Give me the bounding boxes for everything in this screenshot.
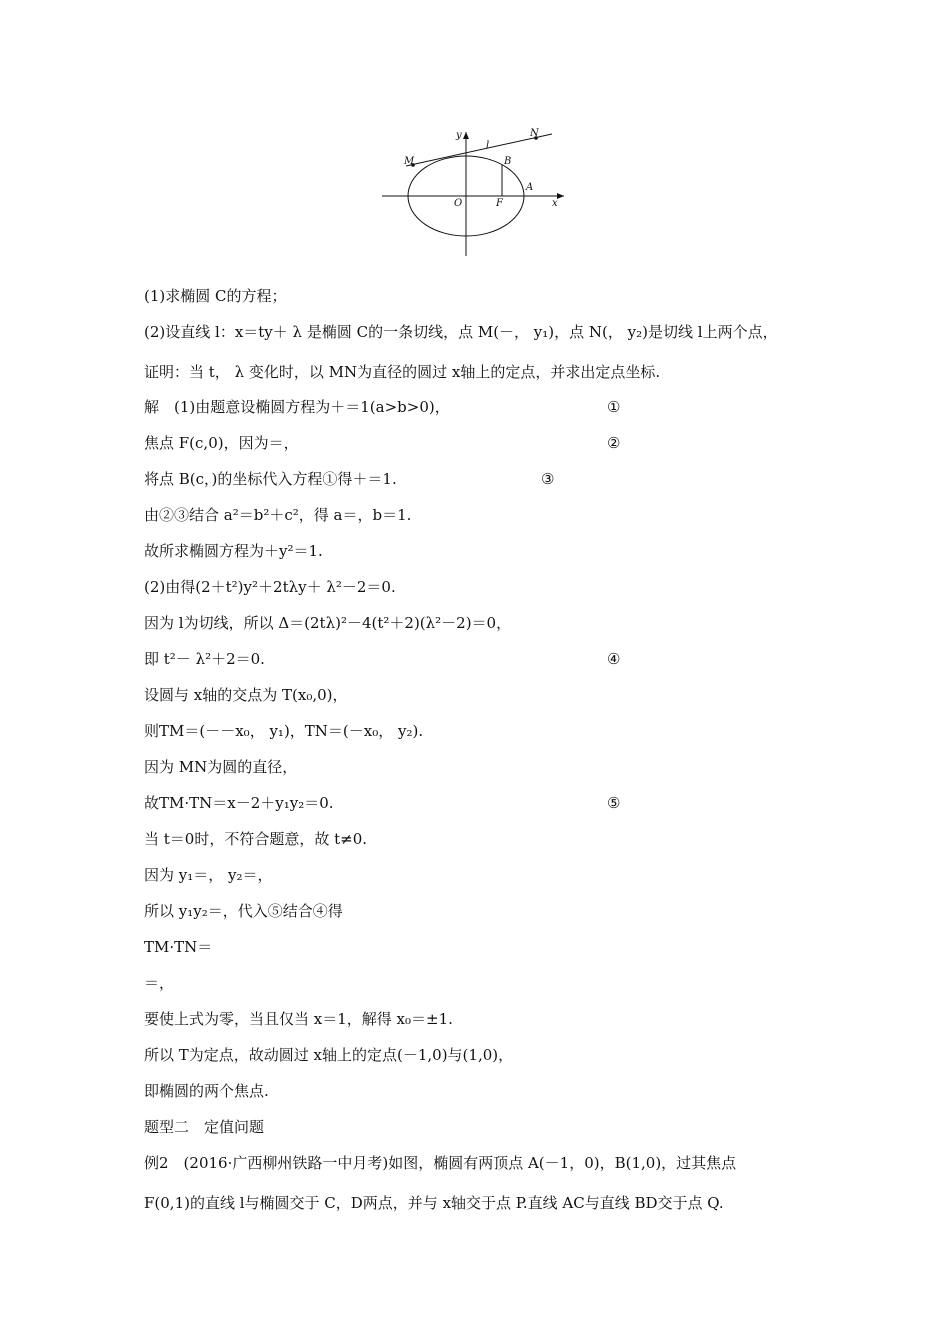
text-line: 例2 (2016·广西柳州铁路一中月考)如图，椭圆有两顶点 A(－1，0)，B(1,0)，过其焦点 [144,1154,737,1172]
text-line: 所以 y₁y₂＝，代入⑤结合④得 [144,902,343,920]
ellipse-tangent-figure [376,120,576,260]
y-axis-arrow [463,132,469,139]
text-line: ＝， [144,974,175,992]
text-line: 故TM·TN＝x－2＋y₁y₂＝0. [144,794,334,812]
x-axis-arrow [557,193,564,199]
text-line: 因为 y₁＝， y₂＝， [144,866,273,884]
label-a: A [526,182,534,193]
text-line: 当 t＝0时，不符合题意，故 t≠0. [144,830,368,848]
text-line: 由②③结合 a²＝b²＋c²，得 a＝，b＝1. [144,506,412,524]
equation-number: ② [607,434,621,452]
label-o: O [454,198,463,209]
text-line: 即椭圆的两个焦点. [144,1082,269,1100]
text-line: 解 (1)由题意设椭圆方程为＋＝1(a>b>0)， [144,398,450,416]
text-line: 将点 B(c，)的坐标代入方程①得＋＝1. [144,470,397,488]
text-line: 因为 MN为圆的直径， [144,758,298,776]
text-line: 故所求椭圆方程为＋y²＝1. [144,542,323,560]
label-b: B [504,156,512,167]
text-line: 所以 T为定点，故动圆过 x轴上的定点(－1,0)与(1,0)， [144,1046,514,1064]
section-heading: 题型二 定值问题 [144,1118,265,1136]
text-line: F(0,1)的直线 l与椭圆交于 C，D两点，并与 x轴交于点 P.直线 AC与直线 BD交于点 Q. [144,1194,724,1212]
text-line: 则TM＝(－－x₀， y₁)，TN＝(－x₀， y₂). [144,722,424,740]
label-m: M [404,156,415,167]
text-line: 焦点 F(c,0)，因为＝， [144,434,299,452]
text-line: (2)由得(2＋t²)y²＋2tλy＋ λ²－2＝0. [144,578,396,596]
equation-number: ④ [607,650,621,668]
text-line: (2)设直线 l：x＝ty＋ λ 是椭圆 C的一条切线，点 M(－， y₁)，点 N(， y₂)是切线 l上两个点， [144,323,778,341]
text-line: 设圆与 x轴的交点为 T(x₀,0)， [144,686,348,704]
equation-number: ⑤ [607,794,621,812]
equation-number: ① [607,398,621,416]
text-line: 即 t²－ λ²＋2＝0. [144,650,265,668]
text-line: 证明：当 t， λ 变化时，以 MN为直径的圆过 x轴上的定点，并求出定点坐标. [144,363,661,381]
label-l: l [486,140,490,151]
equation-number: ③ [541,470,555,488]
label-x: x [552,198,558,209]
text-line: 要使上式为零，当且仅当 x＝1，解得 x₀＝±1. [144,1010,453,1028]
text-line: 因为 l为切线，所以 Δ＝(2tλ)²－4(t²＋2)(λ²－2)＝0， [144,614,512,632]
text-line: (1)求椭圆 C的方程； [144,287,287,305]
label-y: y [456,130,462,141]
label-f: F [496,198,503,209]
label-n: N [530,128,539,139]
text-line: TM·TN＝ [144,938,213,956]
